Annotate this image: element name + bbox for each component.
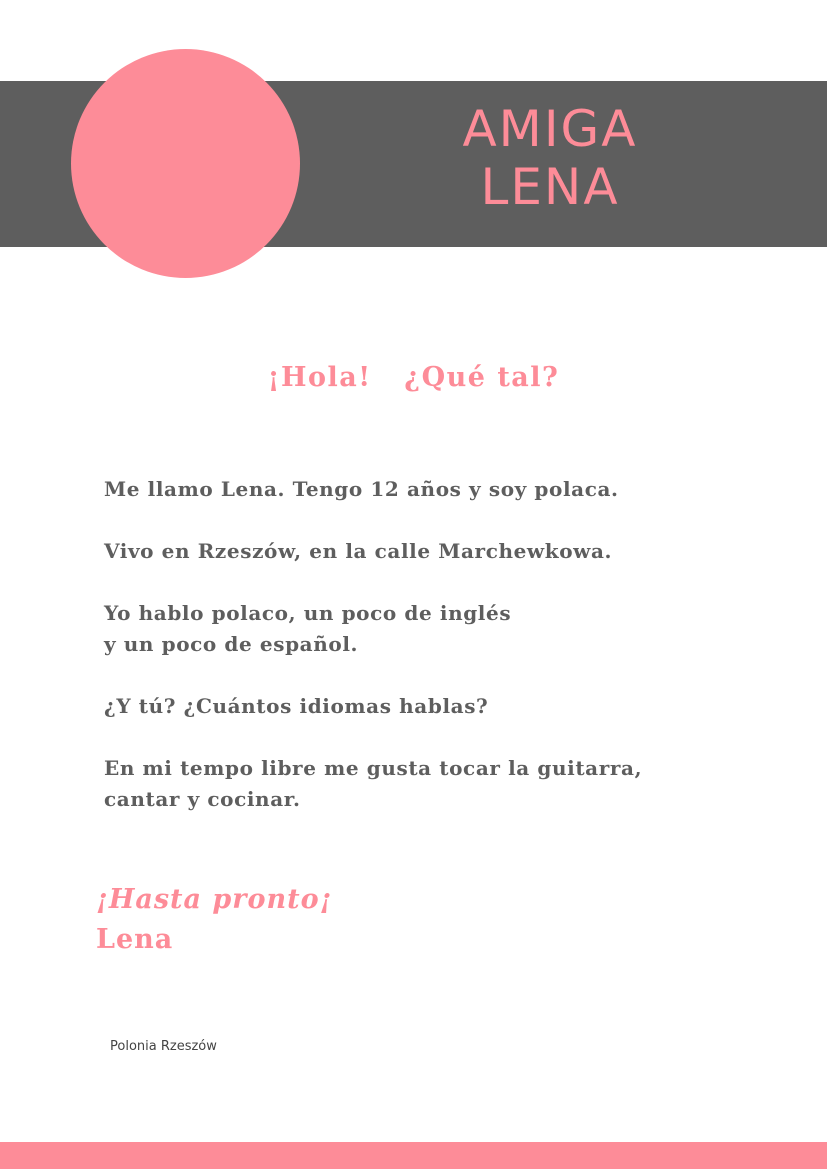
greeting: ¡Hola! ¿Qué tal? — [267, 362, 560, 393]
paragraph-hobbies-line-1: En mi tempo libre me gusta tocar la guitarra, — [104, 756, 643, 780]
footer-location: Polonia Rzeszów — [110, 1039, 217, 1054]
footer-band — [0, 1142, 827, 1169]
title-line-2: LENA — [480, 158, 620, 216]
paragraph-languages — [104, 598, 804, 660]
paragraph-languages-line-1: Yo hablo polaco, un poco de inglés — [104, 601, 512, 625]
paragraph-hobbies-line-2: cantar y cocinar. — [104, 787, 301, 811]
signoff — [96, 880, 333, 960]
page-title — [400, 100, 700, 216]
paragraph-intro: Me llamo Lena. Tengo 12 años y soy polaca. — [104, 477, 619, 501]
letter-body — [104, 474, 804, 846]
paragraph-address: Vivo en Rzeszów, en la calle Marchewkowa. — [104, 539, 613, 563]
title-line-1: AMIGA — [462, 100, 638, 158]
decorative-circle — [71, 49, 300, 278]
farewell: ¡Hasta pronto¡ — [96, 884, 333, 915]
paragraph-languages-line-2: y un poco de español. — [104, 632, 359, 656]
paragraph-hobbies — [104, 753, 804, 815]
signature-name: Lena — [96, 924, 174, 955]
paragraph-question: ¿Y tú? ¿Cuántos idiomas hablas? — [104, 694, 489, 718]
